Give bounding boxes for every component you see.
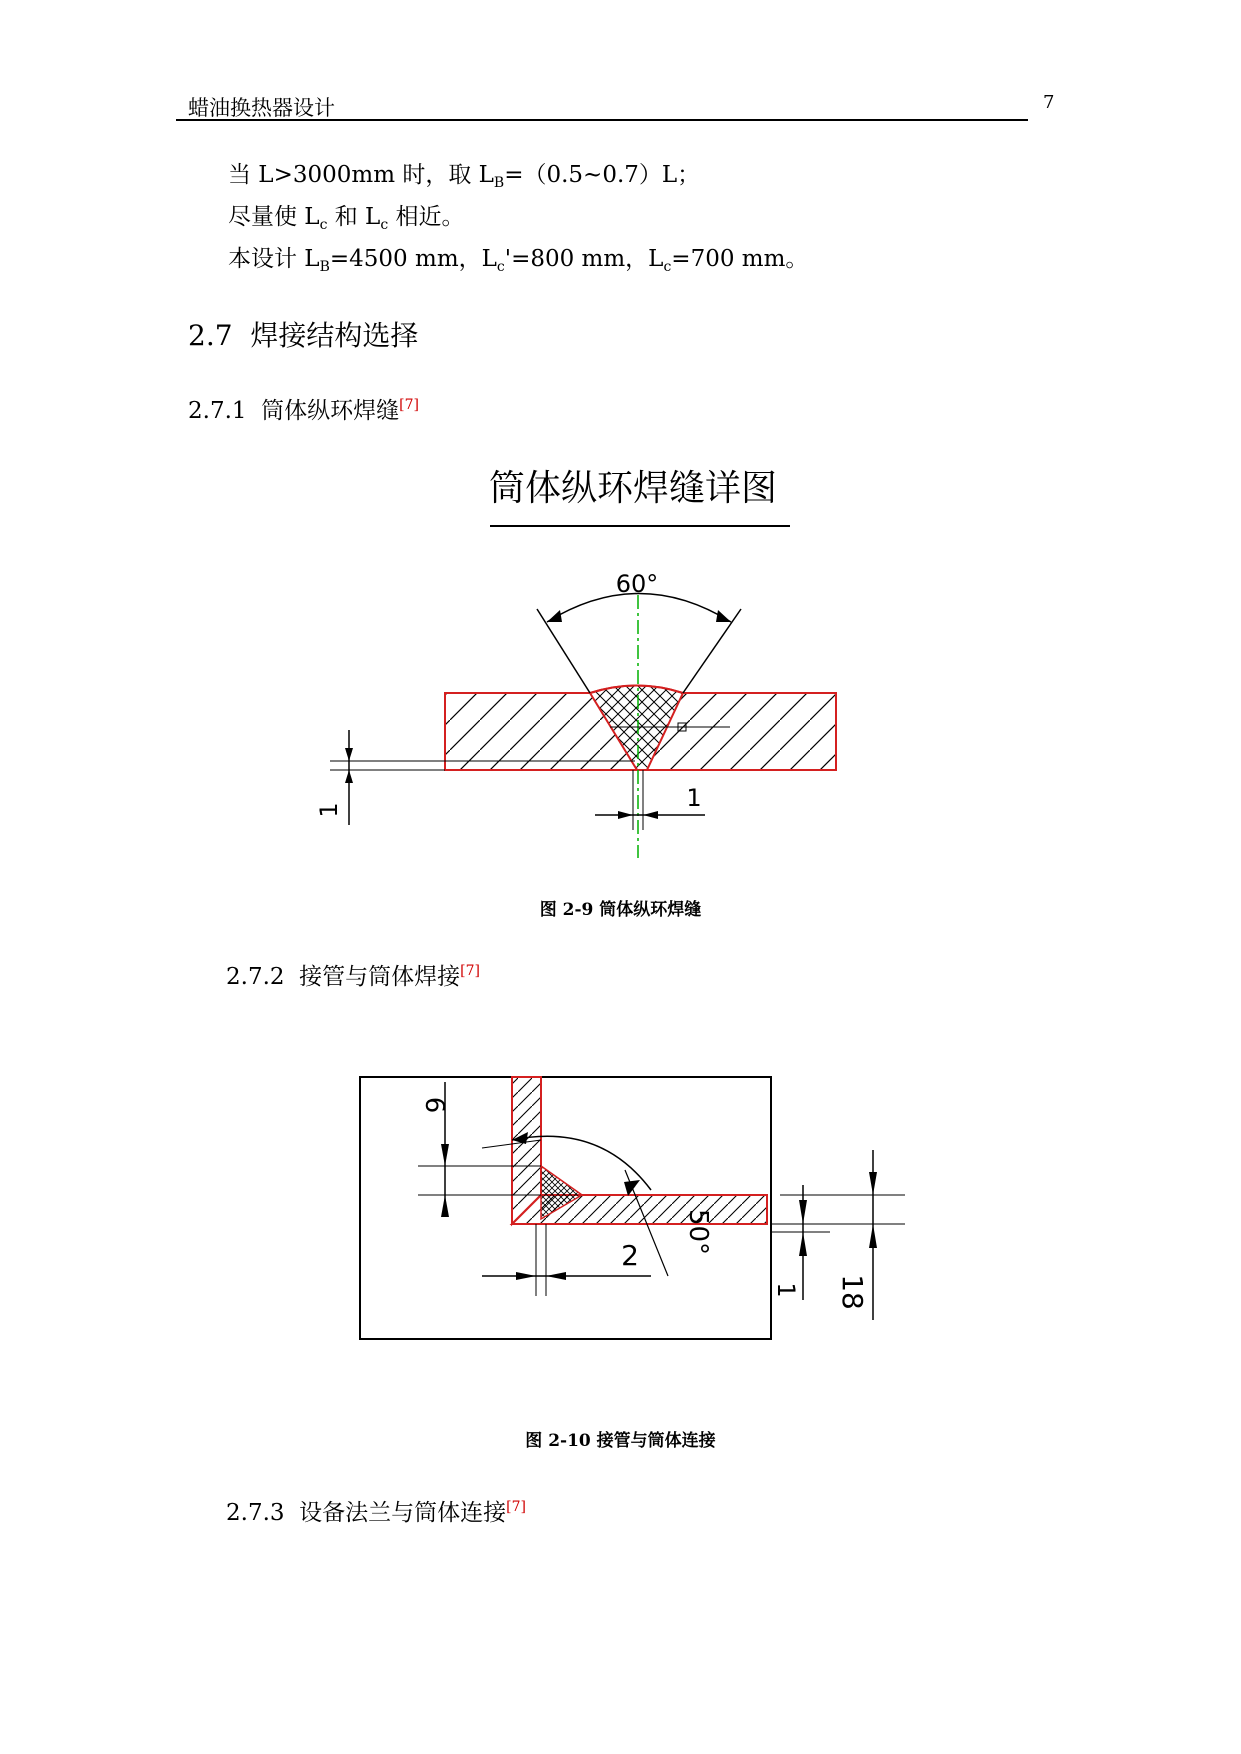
subsection-number: 2.7.2 [226,964,285,990]
groove-line-left [537,609,590,693]
subsection-title: 筒体纵环焊缝 [261,398,400,424]
arrowhead [624,1180,640,1196]
line3-text-b: =4500 mm，L [329,246,497,272]
subsection-number: 2.7.1 [188,398,247,424]
arrowhead [516,1272,536,1280]
line3-subscript-2: c [496,259,505,275]
line3-subscript-3: c [663,259,672,275]
arrowhead [345,770,353,783]
arrowhead [441,1195,449,1217]
line1-text-post: =（0.5~0.7）L； [504,162,701,188]
header-title: 蜡油换热器设计 [188,96,335,120]
dim-6-label: 6 [419,1096,449,1114]
section-heading-2-7-3 [226,1494,526,1527]
arrowhead [799,1200,807,1224]
line3-text-a: 本设计 L [228,246,320,272]
line2-text-a: 尽量使 L [228,204,320,230]
arrowhead [869,1172,877,1195]
line3-text-c: '=800 mm，L [504,246,664,272]
arrowhead [799,1232,807,1256]
figure-2-10-caption: 图 2-10 接管与筒体连接 [525,1431,716,1451]
drawing-title: 筒体纵环焊缝详图 [488,468,778,509]
angle-label: 50° [683,1208,713,1256]
line3-text-d: =700 mm。 [671,246,809,272]
dim-2-label: 2 [621,1239,639,1272]
figure-2-9-caption: 图 2-9 筒体纵环焊缝 [539,900,702,920]
dim-18-label: 18 [836,1274,869,1310]
arrowhead [547,610,562,622]
arrowhead [643,811,658,819]
arrowhead [618,811,633,819]
section-number: 2.7 [188,319,233,352]
line2-text-c: 相近。 [388,204,465,230]
subsection-title: 接管与筒体焊接 [299,964,461,990]
arrowhead [441,1144,449,1166]
line1-subscript: B [493,175,505,191]
subsection-title: 设备法兰与筒体连接 [299,1500,507,1526]
dim-1-label: 1 [772,1282,800,1298]
citation-link[interactable]: [7] [399,397,419,413]
angle-label: 60° [615,570,659,598]
line3-subscript-1: B [319,259,330,275]
line1-text: 当 L>3000mm 时，取 L [228,162,494,188]
groove-line-right [683,609,741,693]
arrowhead [716,610,731,622]
arrowhead [546,1272,566,1280]
line2-text-b: 和 L [327,204,381,230]
citation-link[interactable]: [7] [460,963,480,979]
dim-label-left: 1 [315,802,343,818]
citation-link[interactable]: [7] [506,1499,526,1515]
subsection-number: 2.7.3 [226,1500,285,1526]
dim-label-right: 1 [686,784,702,812]
page-number: 7 [1043,92,1055,113]
arrowhead [869,1224,877,1248]
arrowhead [345,748,353,761]
line2-subscript-1: c [319,217,328,233]
section-title: 焊接结构选择 [250,319,419,352]
line2-subscript-2: c [380,217,389,233]
section-heading-2-7-2 [226,958,480,991]
